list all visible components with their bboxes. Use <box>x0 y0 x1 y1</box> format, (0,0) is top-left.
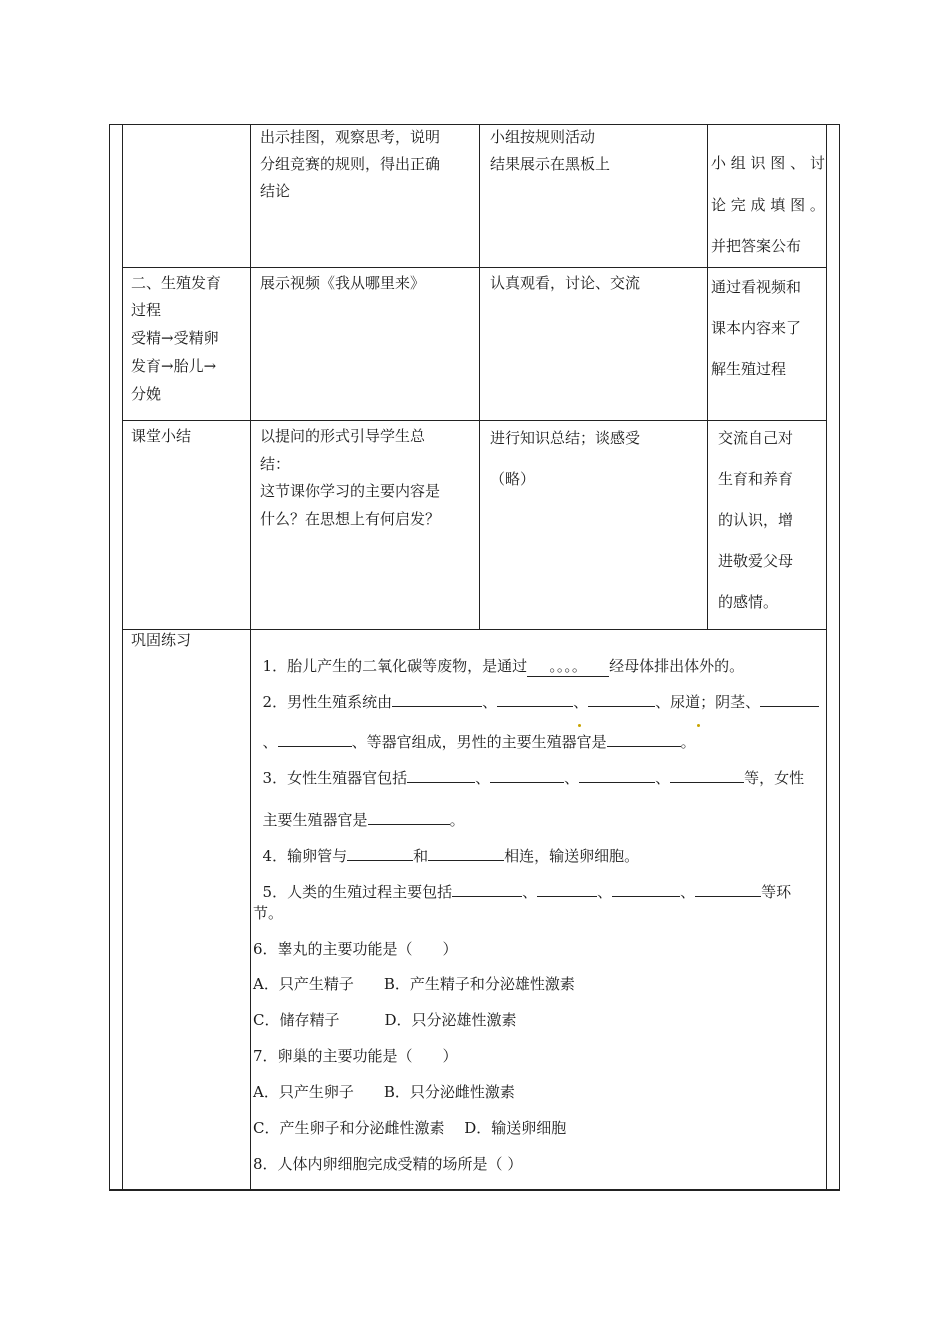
row3-intent-line2: 生育和养育 <box>718 470 794 488</box>
q3-sep-2: 、 <box>564 769 580 787</box>
exercise-q6-options-ab: A．只产生精子 B．产生精子和分泌雄性激素 <box>253 975 575 993</box>
col-divider-teacher <box>479 124 480 630</box>
q5-sep-2: 、 <box>597 883 613 901</box>
q2-blank-6 <box>607 732 681 747</box>
q4-blank-1 <box>347 846 413 861</box>
row2-teacher: 展示视频《我从哪里来》 <box>260 274 426 292</box>
decorative-dot <box>578 724 581 727</box>
row2-content-line4: 发育→胎儿→ <box>131 357 217 375</box>
row-divider-3 <box>122 629 826 630</box>
q3-sep-3: 、 <box>655 769 671 787</box>
row3-content: 课堂小结 <box>131 427 192 445</box>
q2-text-a: 2．男性生殖系统由 <box>262 693 393 711</box>
exercise-q1 <box>253 636 744 677</box>
q4-blank-2 <box>428 846 504 861</box>
row3-teacher-line3: 这节课你学习的主要内容是 <box>260 482 441 500</box>
row3-intent-line3: 的认识，增 <box>718 511 794 529</box>
row3-intent-line4: 进敬爱父母 <box>718 552 794 570</box>
row3-teacher-line4: 什么？在思想上有何启发？ <box>260 510 441 528</box>
row3-teacher-line1: 以提问的形式引导学生总 <box>260 427 426 445</box>
col-divider-content <box>250 124 251 1191</box>
exercise-q7-options-cd: C．产生卵子和分泌雌性激素 D．输送卵细胞 <box>253 1119 567 1137</box>
q2-blank-2 <box>497 692 573 707</box>
exercise-q3-line2 <box>253 790 465 830</box>
q2-text-f: 、等器官组成，男性的主要生殖器官是 <box>351 733 607 751</box>
q5-text-e: 等环 <box>761 883 792 901</box>
q4-text-c: 相连，输送卵细胞。 <box>504 847 640 865</box>
q2-sep-3: 、 <box>262 733 278 751</box>
q2-text-g: 。 <box>680 733 696 751</box>
q3-text-a: 3．女性生殖器官包括 <box>262 769 408 787</box>
row1-student-line2: 结果展示在黑板上 <box>490 155 611 173</box>
q4-text-b: 和 <box>413 847 429 865</box>
q5-blank-2 <box>537 882 597 897</box>
row2-content-line5: 分娩 <box>131 385 162 403</box>
row2-content-line3: 受精→受精卵 <box>131 329 219 347</box>
q3-text-e: 等，女性 <box>744 769 805 787</box>
row4-content: 巩固练习 <box>131 631 192 649</box>
q2-blank-5 <box>278 732 352 747</box>
q2-blank-4 <box>760 692 819 707</box>
row1-student-line1: 小组按规则活动 <box>490 128 596 146</box>
q5-blank-3 <box>612 882 680 897</box>
row-divider-1 <box>122 267 826 268</box>
col-divider-left <box>122 124 123 1191</box>
q5-text-a: 5．人类的生殖过程主要包括 <box>262 883 453 901</box>
q3-blank-5 <box>368 810 450 825</box>
row3-student-line1: 进行知识总结；谈感受 <box>490 429 641 447</box>
q2-sep-2: 、 <box>573 693 589 711</box>
q4-text-a: 4．输卵管与 <box>262 847 348 865</box>
row1-intent-line1: 小 组 识 图 、 讨 <box>711 154 825 172</box>
q5-sep-1: 、 <box>522 883 538 901</box>
exercise-q2-line1 <box>253 672 819 712</box>
col-divider-student <box>707 124 708 630</box>
q1-text-a: 1．胎儿产生的二氧化碳等废物，是通过 <box>262 657 528 675</box>
row2-intent-line2: 课本内容来了 <box>711 319 802 337</box>
q3-text-f: 主要生殖器官是 <box>262 811 368 829</box>
exercise-q2-line2 <box>253 712 696 752</box>
row1-intent-line2: 论 完 成 填 图 。 <box>711 196 825 214</box>
row3-student-line2: （略） <box>490 470 536 488</box>
exercise-q5-line2: 节。 <box>253 904 284 922</box>
exercise-q7-options-ab: A．只产生卵子 B．只分泌雌性激素 <box>253 1083 515 1101</box>
q3-blank-4 <box>670 768 744 783</box>
row1-intent-line3: 并把答案公布 <box>711 237 802 255</box>
q1-blank: 。。。。 <box>527 656 609 677</box>
decorative-dot <box>697 724 700 727</box>
row2-intent-line1: 通过看视频和 <box>711 278 802 296</box>
row3-intent-line1: 交流自己对 <box>718 429 794 447</box>
q2-sep-1: 、 <box>482 693 498 711</box>
exercise-q6-options-cd: C．储存精子 D．只分泌雄性激素 <box>253 1011 517 1029</box>
q5-blank-4 <box>695 882 761 897</box>
row1-teacher-line3: 结论 <box>260 182 291 200</box>
q2-blank-3 <box>588 692 655 707</box>
row2-content-line2: 过程 <box>131 301 162 319</box>
row3-intent-line5: 的感情。 <box>718 593 779 611</box>
q2-blank-1 <box>392 692 482 707</box>
exercise-q8: 8．人体内卵细胞完成受精的场所是（ ） <box>253 1155 523 1173</box>
q3-blank-3 <box>579 768 655 783</box>
exercise-q7: 7．卵巢的主要功能是（ ） <box>253 1047 458 1065</box>
col-divider-right <box>826 124 827 1191</box>
q3-blank-1 <box>407 768 475 783</box>
exercise-q6: 6．睾丸的主要功能是（ ） <box>253 940 458 958</box>
q2-text-d: 、尿道；阴茎、 <box>655 693 761 711</box>
exercise-q4 <box>253 826 639 866</box>
q3-blank-2 <box>490 768 564 783</box>
q5-sep-3: 、 <box>680 883 696 901</box>
row1-teacher-line1: 出示挂图，观察思考，说明 <box>260 128 441 146</box>
exercise-q5-line1 <box>253 862 791 902</box>
row2-intent-line3: 解生殖过程 <box>711 360 787 378</box>
row-divider-2 <box>122 420 826 421</box>
row2-content-line1: 二、生殖发育 <box>131 274 222 292</box>
exercise-q3-line1 <box>253 748 804 788</box>
row2-student: 认真观看，讨论、交流 <box>490 274 641 292</box>
q5-blank-1 <box>452 882 522 897</box>
row3-teacher-line2: 结： <box>260 455 291 473</box>
q1-text-b: 经母体排出体外的。 <box>609 657 745 675</box>
row1-teacher-line2: 分组竞赛的规则，得出正确 <box>260 155 441 173</box>
q3-sep-1: 、 <box>475 769 491 787</box>
q3-text-g: 。 <box>449 811 465 829</box>
